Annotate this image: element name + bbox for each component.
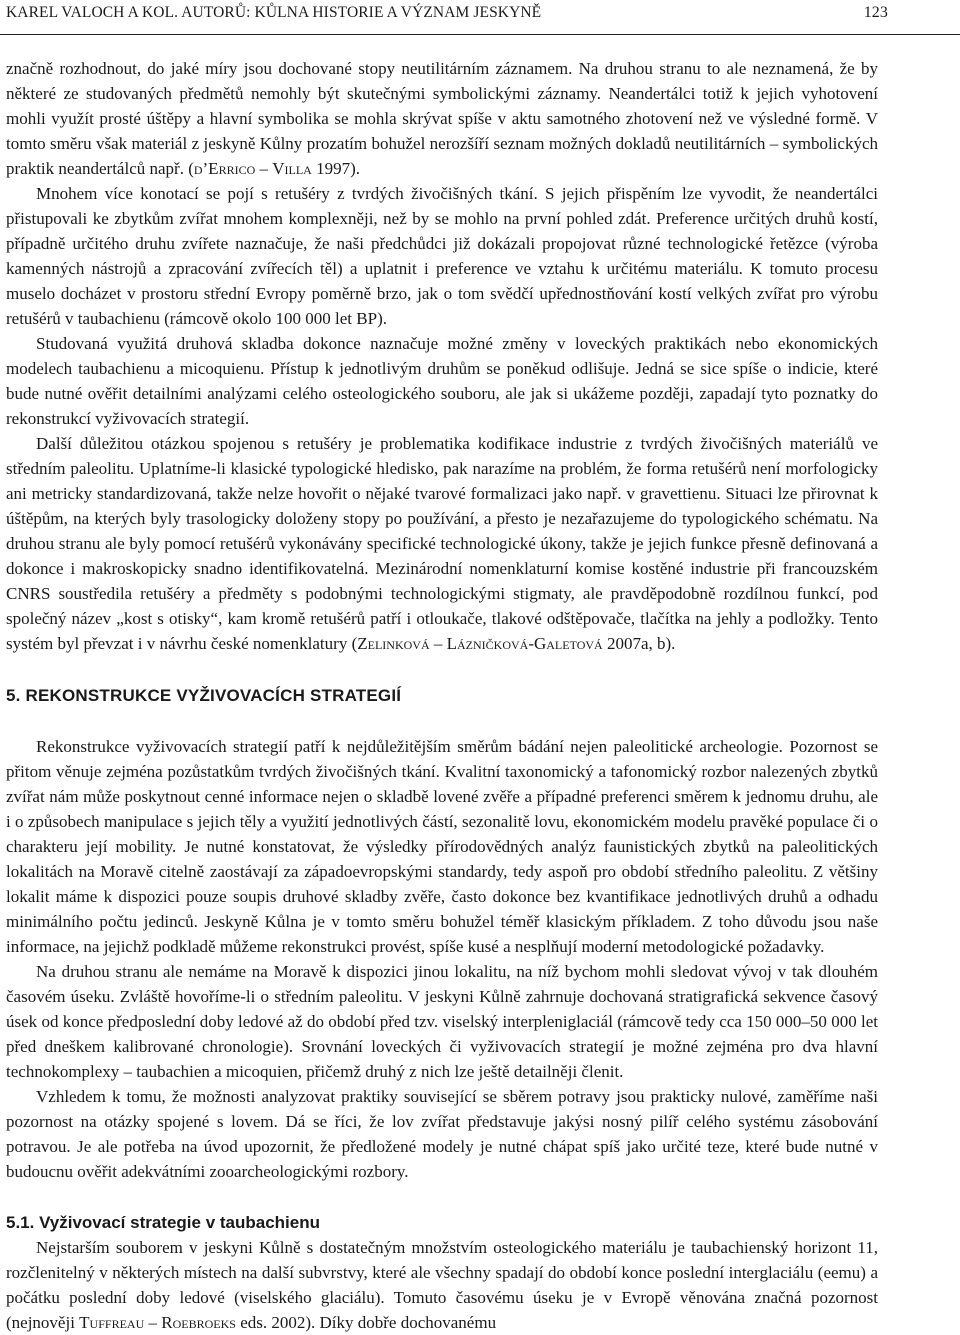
paragraph-text: značně rozhodnout, do jaké míry jsou dochované stopy neutilitárním záznamem. Na druhou stranu to ale neznamená, že by některé ze studovaných předmětů nemohly být skutečnými symbolickými záznamy. Neandertálci totiž k jejich vyhotovení mohli využít prosté úštěpy a hlavní symbolika se mohla skrývat spíše v aktu samotného zhotovení než ve výsledné formě. V tomto směru však materiál z jeskyně Kůlny prozatím bohužel nerozšíří seznam možných dokladů neutilitárních – symbolických praktik neandertálců např. ( xyxy=(6,59,878,178)
paragraph: Studovaná využitá druhová skladba dokonce naznačuje možné změny v loveckých praktikách nebo ekonomických modelech taubachienu a micoquienu. Přístup k jednotlivým druhům se poněkud odlišuje. Jedná se sice spíše o indicie, které bude nutné ověřit detailními analýzami celého osteologického souboru, ale jak si ukážeme později, zapadají tyto poznatky do rekonstrukcí vyživovacích strategií. xyxy=(6,334,878,428)
citation-year: eds. 2002). Díky dobře dochovanému xyxy=(235,1313,497,1332)
citation-author: Roebroeks xyxy=(161,1313,236,1332)
citation-separator: – xyxy=(144,1313,162,1332)
citation-author: Villa xyxy=(272,159,312,178)
subsection-heading: 5.1. Vyživovací strategie v taubachienu xyxy=(6,1213,321,1232)
paragraph xyxy=(6,431,878,656)
citation-separator: – xyxy=(255,159,273,178)
header-rule xyxy=(0,34,960,35)
citation-year: 1997). xyxy=(311,159,361,178)
paragraph-text: Nejstarším souborem v jeskyni Kůlně s dostatečným množstvím osteologického materiálu je taubachienský horizont 11, rozčlenitelný v některých místech na další subvrstvy, které ale všechny spadají do období konce poslední interglaciálu (eemu) a počátku poslední doby ledové (viselského glaciálu). Tomuto časovému úseku je v Evropě věnována značná pozornost (nejnověji xyxy=(6,1238,878,1332)
citation-author: Zelinková xyxy=(357,634,430,653)
citation-author: d’Errico xyxy=(193,159,256,178)
citation-separator: – xyxy=(429,634,447,653)
body-text xyxy=(6,56,878,1335)
citation-author: Lázničková-Galetová xyxy=(446,634,603,653)
running-title: KAREL VALOCH A KOL. AUTORŮ: KŮLNA HISTORIE A VÝZNAM JESKYNĚ xyxy=(6,4,542,21)
citation-year: 2007a, b). xyxy=(602,634,676,653)
paragraph xyxy=(6,56,878,181)
paragraph-text: Další důležitou otázkou spojenou s retušéry je problematika kodifikace industrie z tvrdých živočišných materiálů ve středním paleolitu. Uplatníme-li klasické typologické hledisko, pak narazíme na problém, že forma retušérů není morfologicky ani metricky standardizovaná, takže nelze hovořit o nějaké tvarové formalizaci jako např. v gravettienu. Situaci lze přirovnat k úštěpům, na kterých byly trasologicky doloženy stopy po používání, a přesto je nezařazujeme do typologického schématu. Na druhou stranu ale byly pomocí retušérů vykonávány specifické technologické úkony, takže je jejich funkce přesně definovaná a dokonce i makroskopicky snadno identifikovatelná. Mezinárodní nomenklaturní komise kostěné industrie při francouzském CNRS soustředila retušéry a předměty s podobnými technologickými stigmaty, ale pravděpodobně rozdílnou funkcí, pod společný název „kost s otisky“, kam kromě retušérů patří i otloukače, tlakové odštěpovače, tlačítka na jehly a podložky. Tento systém byl převzat i v návrhu české nomenklatury ( xyxy=(6,434,878,653)
paragraph: Rekonstrukce vyživovacích strategií patří k nejdůležitějším směrům bádání nejen paleolitické archeologie. Pozornost se přitom věnuje zejména pozůstatkům tvrdých živočišných tkání. Kvalitní taxonomický a tafonomický rozbor nalezených zbytků zvířat nám může poskytnout cenné informace nejen o skladbě lovené zvěře a případné preferenci směrem k jednomu druhu, ale i o způsobech manipulace s jejich těly a využití jednotlivých částí, sezonalitě lovu, ekonomickém modelu pravěké populace či o charakteru její mobility. Je nutné konstatovat, že výsledky přírodovědných analýz faunistických zbytků na paleolitických lokalitách na Moravě citelně zaostávají za západoevropskými standardy, tedy aspoň pro období středního paleolitu. Z většiny lokalit máme k dispozici pouze soupis druhové skladby zvěře, často dokonce bez kvantifikace jednotlivých druhů a odhadu minimálního počtu jedinců. Jeskyně Kůlna je v tomto směru bohužel téměř klasickým příkladem. Z toho důvodu jsou naše informace, na jejichž podkladě můžeme rekonstrukci provést, spíše kusé a nesplňují moderní metodologické požadavky. xyxy=(6,737,878,956)
paragraph xyxy=(6,1235,878,1335)
citation-author: Tuffreau xyxy=(79,1313,145,1332)
paragraph: Vzhledem k tomu, že možnosti analyzovat praktiky související se sběrem potravy jsou prakticky nulové, zaměříme naši pozornost na otázky spojené s lovem. Dá se říci, že lov zvířat představuje jakýsi nosný pilíř celého systému zásobování potravou. Je ale potřeba na úvod upozornit, že předložené modely je nutné chápat spíš jako určité teze, které bude nutné v budoucnu ověřit adekvátními zooarcheologickými rozbory. xyxy=(6,1087,878,1181)
running-header xyxy=(6,4,888,26)
page-number: 123 xyxy=(863,4,888,21)
section-heading: 5. REKONSTRUKCE VYŽIVOVACÍCH STRATEGIÍ xyxy=(6,686,402,705)
paragraph: Mnohem více konotací se pojí s retušéry z tvrdých živočišných tkání. S jejich přispěním lze vyvodit, že neandertálci přistupovali ke zbytkům zvířat mnohem komplexněji, než by se mohlo na první pohled zdát. Preference určitých druhů kostí, případně určitého druhu zvířete naznačuje, že naši předchůdci již dokázali propojovat různé technologické řetězce (výroba kamenných nástrojů a zpracování zvířecích těl) a uplatnit i preference ve vztahu k určitému materiálu. K tomuto procesu muselo docházet v prostoru střední Evropy poměrně brzo, jak o tom svědčí upřednostňování kostí velkých zvířat pro výrobu retušérů v taubachienu (rámcově okolo 100 000 let BP). xyxy=(6,184,878,328)
paragraph: Na druhou stranu ale nemáme na Moravě k dispozici jinou lokalitu, na níž bychom mohli sledovat vývoj v tak dlouhém časovém úseku. Zvláště hovoříme-li o středním paleolitu. V jeskyni Kůlně zahrnuje dochovaná stratigrafická sekvence časový úsek od konce předposlední doby ledové až do období před tzv. viselský interpleniglaciál (rámcově tedy cca 150 000–50 000 let před dneškem kalibrované chronologie). Srovnání loveckých či vyživovacích strategií je možné zejména pro dva hlavní technokomplexy – taubachien a micoquien, přičemž druhý z nich lze ještě detailněji členit. xyxy=(6,962,878,1081)
